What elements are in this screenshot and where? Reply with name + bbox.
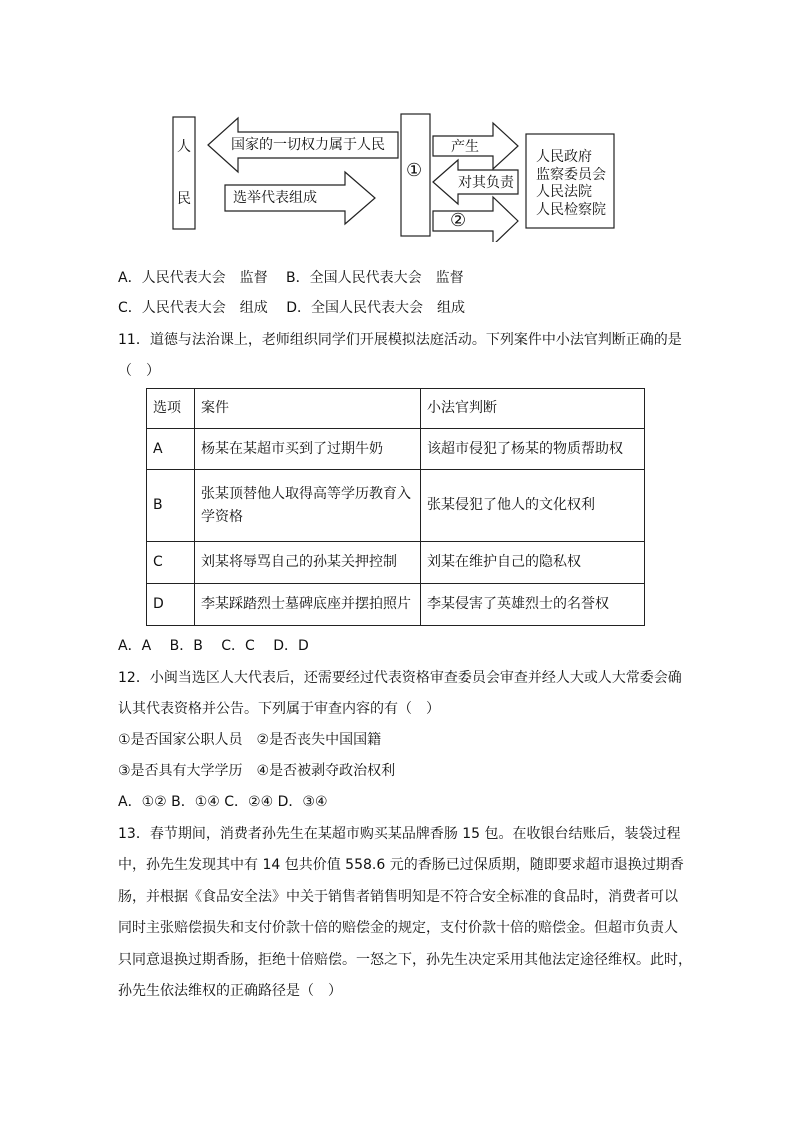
row-b-case-line2: 学资格 [201, 508, 243, 525]
people-label-2: 民 [177, 191, 191, 207]
q11-options: A．A B．B C．C D．D [118, 638, 309, 654]
q10-options-line1: A．人民代表大会 监督 B．全国人民代表大会 监督 [118, 270, 464, 286]
q11-stem-line2: （ ） [118, 363, 160, 379]
table-row [147, 584, 645, 626]
q10-options-line2: C．人民代表大会 组成 D．全国人民代表大会 组成 [118, 300, 466, 316]
row-c-case: 刘某将辱骂自己的孙某关押控制 [195, 542, 421, 584]
row-b-judgement: 张某侵犯了他人的文化权利 [421, 470, 645, 542]
people-label-1: 人 [177, 139, 191, 155]
organ-government: 人民政府 [536, 149, 592, 165]
q12-items-line1: ①是否国家公职人员 ②是否丧失中国国籍 [118, 732, 382, 748]
row-a-judgement: 该超市侵犯了杨某的物质帮助权 [421, 429, 645, 470]
table-row [147, 429, 645, 470]
q13-line: 13．春节期间，消费者孙先生在某超市购买某品牌香肠 15 包。在收银台结账后，装袋过程 [118, 826, 681, 842]
organ-court: 人民法院 [536, 184, 592, 200]
row-d-option: D [147, 584, 195, 626]
q13-line: 孙先生依法维权的正确路径是（ ） [118, 983, 342, 999]
center-blank-1: ① [406, 160, 423, 181]
header-option: 选项 [147, 389, 195, 429]
people-box [173, 117, 195, 229]
organ-procuratorate: 人民检察院 [536, 202, 606, 218]
q11-case-table [146, 388, 645, 626]
blank2-arrow-shape [433, 197, 518, 242]
row-b-case [195, 470, 421, 542]
q12-options: A．①② B．①④ C．②④ D．③④ [118, 794, 328, 810]
header-judgement: 小法官判断 [421, 389, 645, 429]
responsible-label: 对其负责 [458, 175, 514, 191]
row-a-case: 杨某在某超市买到了过期牛奶 [195, 429, 421, 470]
q11-stem-line1: 11．道德与法治课上，老师组织同学们开展模拟法庭活动。下列案件中小法官判断正确的是 [118, 332, 682, 348]
header-case: 案件 [195, 389, 421, 429]
q13-line: 同时主张赔偿损失和支付价款十倍的赔偿金的规定，支付价款十倍的赔偿金。但超市负责人 [118, 920, 678, 936]
q12-items-line2: ③是否具有大学学历 ④是否被剥夺政治权利 [118, 763, 396, 779]
arrow-bottom-label: 选举代表组成 [233, 190, 317, 206]
table-row [147, 470, 645, 542]
row-c-judgement: 刘某在维护自己的隐私权 [421, 542, 645, 584]
table-header-row [147, 389, 645, 429]
row-c-option: C [147, 542, 195, 584]
row-d-judgement: 李某侵害了英雄烈士的名誉权 [421, 584, 645, 626]
q13-line: 中，孙先生发现其中有 14 包共价值 558.6 元的香肠已过保质期，随即要求超市退换过期香 [118, 857, 684, 873]
arrow-top-label: 国家的一切权力属于人民 [231, 137, 385, 153]
q13-line: 肠，并根据《食品安全法》中关于销售者销售明知是不符合安全标准的食品时，消费者可以 [118, 889, 678, 905]
row-a-option: A [147, 429, 195, 470]
q13-line: 只同意退换过期香肠，拒绝十倍赔偿。一怒之下，孙先生决定采用其他法定途径维权。此时， [118, 952, 692, 968]
power-structure-diagram [170, 112, 620, 242]
row-b-option: B [147, 470, 195, 542]
q12-stem-line2: 认其代表资格并公告。下列属于审查内容的有（ ） [118, 701, 440, 717]
produce-label: 产生 [451, 139, 479, 155]
table-row [147, 542, 645, 584]
q12-stem-line1: 12．小闽当选区人大代表后，还需要经过代表资格审查委员会审查并经人大或人大常委会确 [118, 670, 682, 686]
row-b-case-line1: 张某顶替他人取得高等学历教育入 [201, 485, 411, 502]
row-d-case: 李某踩踏烈士墓碑底座并摆拍照片 [195, 584, 421, 626]
organ-supervision: 监察委员会 [536, 167, 606, 183]
blank-2: ② [450, 210, 467, 231]
